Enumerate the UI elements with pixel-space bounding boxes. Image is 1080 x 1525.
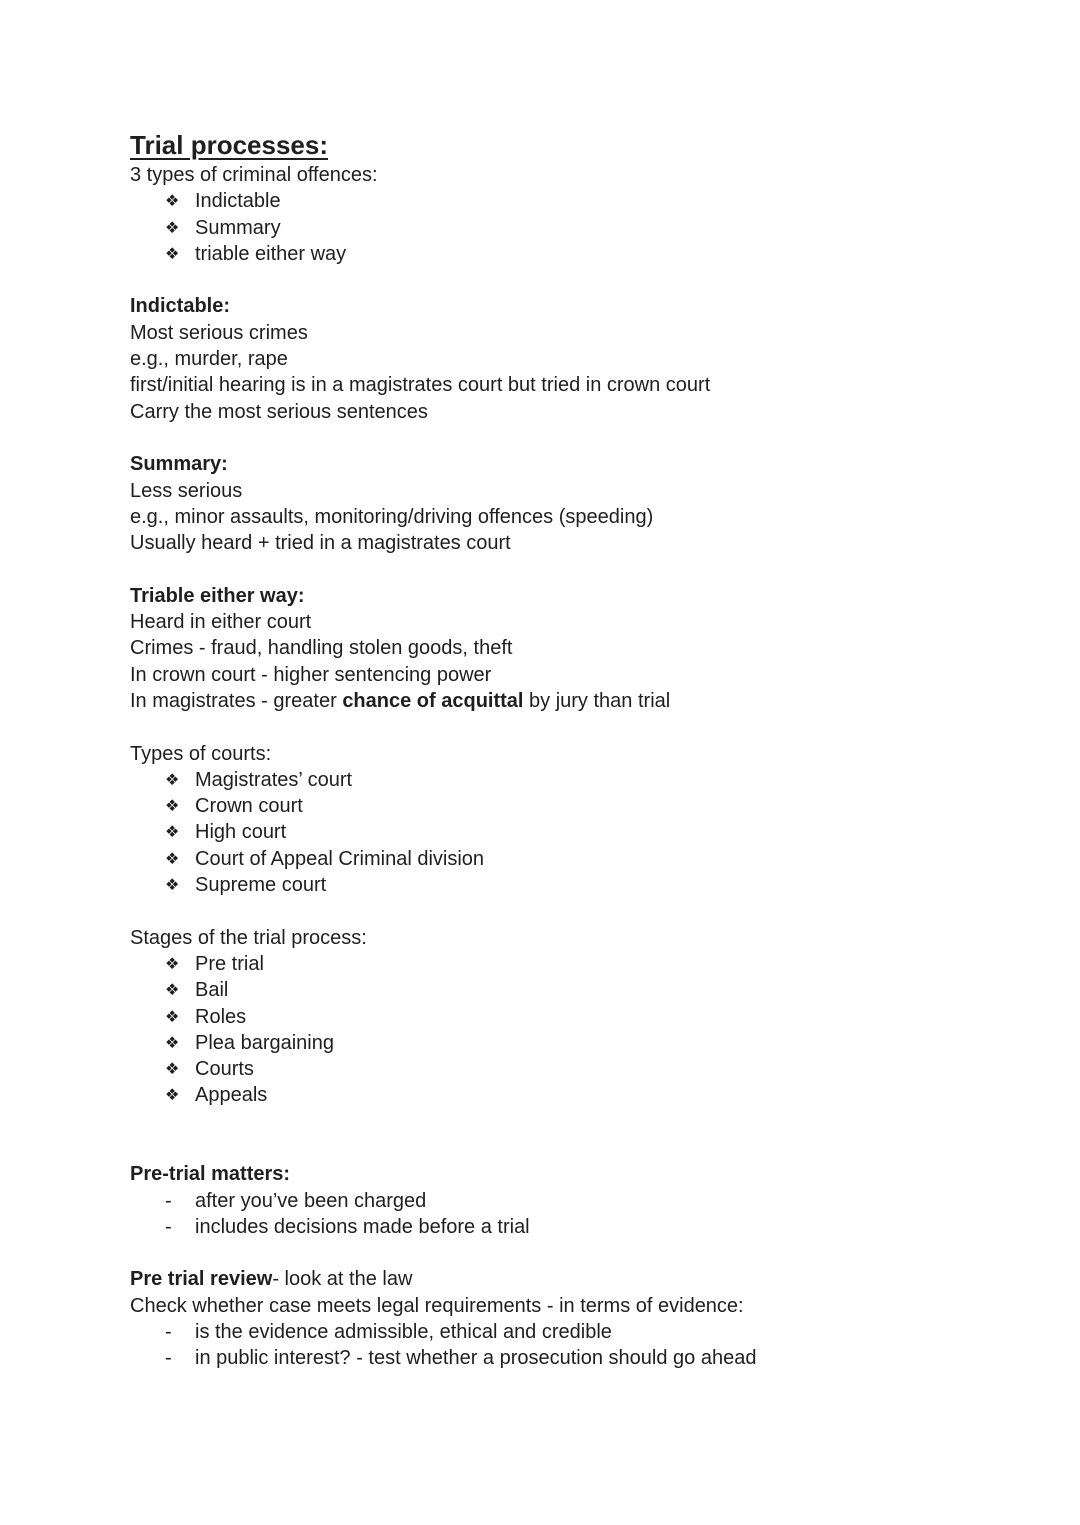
list-item: ❖ Appeals — [165, 1082, 1010, 1108]
list-item: ❖ Roles — [165, 1004, 1010, 1030]
either-way-line: In magistrates - greater chance of acquittal by jury than trial — [130, 689, 671, 712]
dash-bullet-icon: - — [165, 1321, 172, 1344]
diamond-bullet-icon: ❖ — [165, 848, 180, 868]
list-item: - is the evidence admissible, ethical and credible — [165, 1319, 1010, 1345]
list-item: ❖ Crown court — [165, 793, 1010, 819]
summary-line: Less serious — [130, 479, 243, 502]
list-item: ❖ Magistrates’ court — [165, 767, 1010, 793]
list-item: ❖ Indictable — [165, 188, 1010, 214]
list-item: ❖ High court — [165, 819, 1010, 845]
stages-intro: Stages of the trial process: — [130, 926, 367, 949]
document-content — [130, 128, 1010, 1372]
list-item: ❖ Supreme court — [165, 872, 1010, 898]
offence-types-intro: 3 types of criminal offences: — [130, 164, 378, 186]
list-item: ❖ Pre trial — [165, 951, 1010, 977]
list-item: ❖ triable either way — [165, 241, 1010, 267]
diamond-bullet-icon: ❖ — [165, 796, 180, 816]
list-item: - includes decisions made before a trial — [165, 1214, 1010, 1240]
dash-bullet-icon: - — [165, 1347, 172, 1370]
dash-bullet-icon: - — [165, 1215, 172, 1238]
list-item: - in public interest? - test whether a prosecution should go ahead — [165, 1345, 1010, 1371]
list-item: ❖ Court of Appeal Criminal division — [165, 846, 1010, 872]
dash-bullet-icon: - — [165, 1189, 172, 1212]
summary-heading: Summary: — [130, 453, 228, 476]
emphasis-acquittal: chance of acquittal — [342, 689, 524, 712]
summary-line: Usually heard + tried in a magistrates court — [130, 532, 511, 555]
diamond-bullet-icon: ❖ — [165, 822, 180, 842]
indictable-line: e.g., murder, rape — [130, 348, 288, 371]
page-title: Trial processes: — [130, 130, 328, 160]
diamond-bullet-icon: ❖ — [165, 1085, 180, 1105]
indictable-line: Carry the most serious sentences — [130, 400, 428, 423]
either-way-line: Heard in either court — [130, 611, 312, 634]
stages-list — [130, 951, 1010, 1109]
courts-intro: Types of courts: — [130, 742, 272, 765]
either-way-line: Crimes - fraud, handling stolen goods, theft — [130, 637, 513, 660]
pretrial-matters-list — [130, 1188, 1010, 1241]
list-item: ❖ Courts — [165, 1056, 1010, 1082]
pretrial-review-list — [130, 1319, 1010, 1372]
either-way-heading: Triable either way: — [130, 584, 305, 607]
diamond-bullet-icon: ❖ — [165, 1059, 180, 1079]
indictable-heading: Indictable: — [130, 295, 231, 318]
pretrial-review-heading: Pre trial review- look at the law — [130, 1268, 413, 1291]
list-item: ❖ Bail — [165, 977, 1010, 1003]
diamond-bullet-icon: ❖ — [165, 1006, 180, 1026]
list-item: - after you’ve been charged — [165, 1188, 1010, 1214]
list-item: ❖ Plea bargaining — [165, 1030, 1010, 1056]
diamond-bullet-icon: ❖ — [165, 769, 180, 789]
diamond-bullet-icon: ❖ — [165, 980, 180, 1000]
summary-line: e.g., minor assaults, monitoring/driving offences (speeding) — [130, 505, 654, 528]
diamond-bullet-icon: ❖ — [165, 953, 180, 973]
diamond-bullet-icon: ❖ — [165, 875, 180, 895]
either-way-line: In crown court - higher sentencing power — [130, 663, 492, 686]
indictable-line: Most serious crimes — [130, 321, 308, 344]
pretrial-review-text: Check whether case meets legal requirements - in terms of evidence: — [130, 1294, 744, 1317]
pretrial-matters-heading: Pre-trial matters: — [130, 1163, 291, 1186]
courts-list — [130, 767, 1010, 898]
diamond-bullet-icon: ❖ — [165, 1032, 180, 1052]
offence-types-list — [130, 188, 1010, 267]
list-item: ❖ Summary — [165, 215, 1010, 241]
diamond-bullet-icon: ❖ — [165, 243, 180, 263]
indictable-line: first/initial hearing is in a magistrates court but tried in crown court — [130, 374, 711, 397]
diamond-bullet-icon: ❖ — [165, 217, 180, 237]
diamond-bullet-icon: ❖ — [165, 191, 180, 211]
